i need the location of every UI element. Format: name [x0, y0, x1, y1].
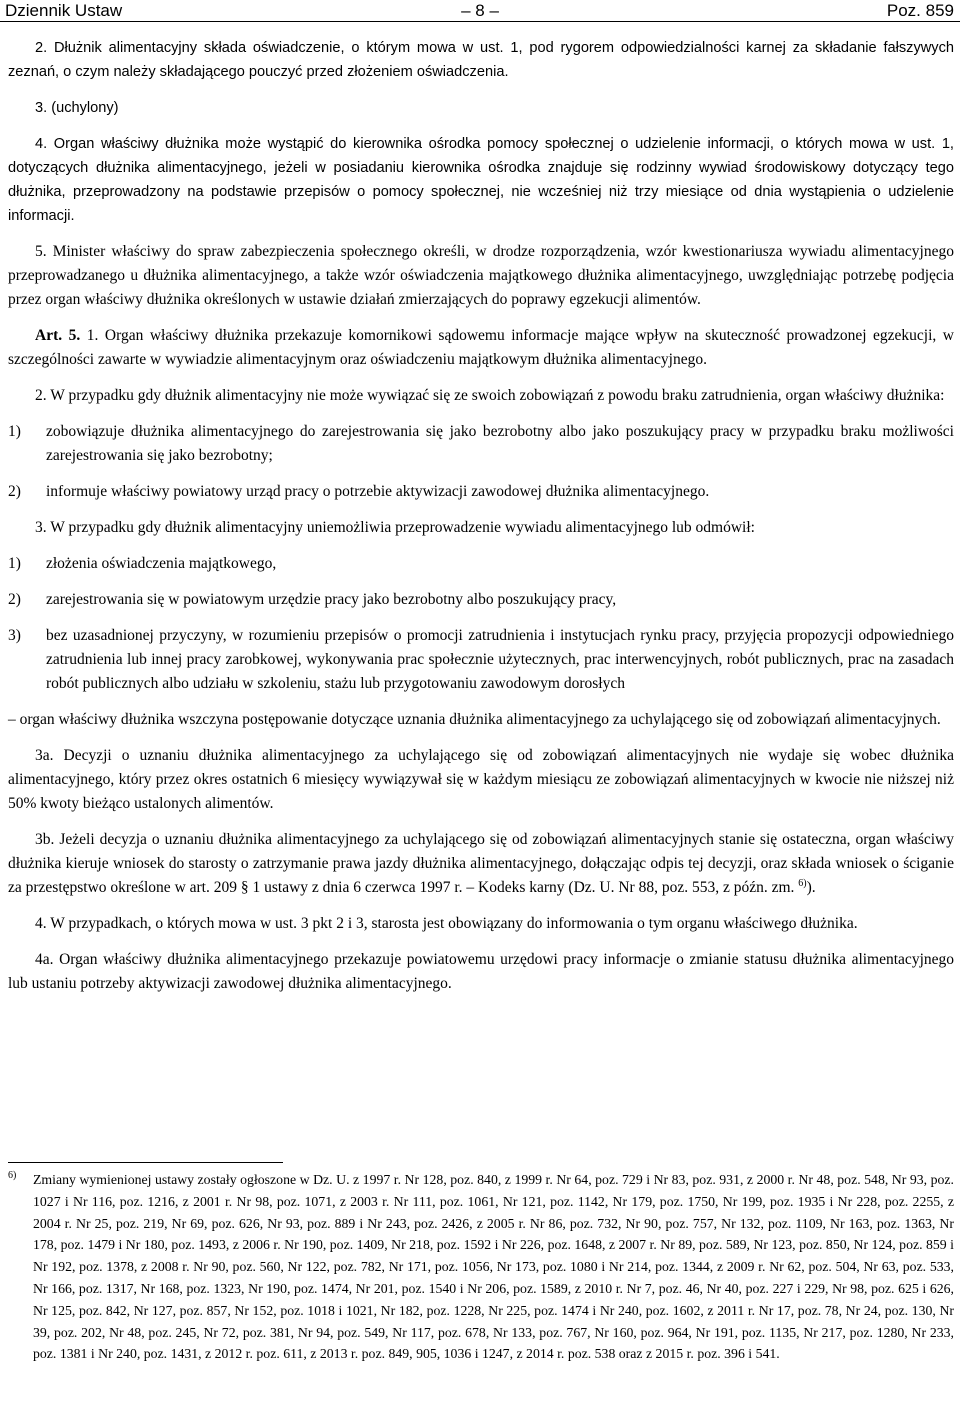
- paragraph-5: 5. Minister właściwy do spraw zabezpieczenia społecznego określi, w drodze rozporządzenia, wzór kwestionariusza wywiadu alimentacyjnego przeprowadzanego u dłużnika alimentacyjnego, a także wzór oświadczenia majątkowego dłużnika alimentacyjnego, uwzględniając potrzebę podjęcia przez organ właściwy dłużnika określonych w ustawie działań zmierzających do poprawy egzekucji alimentów.: [8, 243, 954, 308]
- list-item: 2) zarejestrowania się w powiatowym urzędzie pracy jako bezrobotny albo poszukujący pracy,: [8, 591, 617, 608]
- page-number: – 8 –: [461, 1, 499, 20]
- paragraph-3: 3. (uchylony): [35, 100, 119, 116]
- list-item: 2) informuje właściwy powiatowy urząd pracy o potrzebie aktywizacji zawodowej dłużnika alimentacyjnego.: [8, 483, 710, 500]
- list-item: 1) zobowiązuje dłużnika alimentacyjnego do zarejestrowania się jako bezrobotny albo jako poszukujący pracy w przypadku braku możliwości zarejestrowania się jako bezrobotny;: [8, 423, 954, 464]
- article-5-para-3-tail: – organ właściwy dłużnika wszczyna postępowanie dotyczące uznania dłużnika alimentacyjnego za uchylającego się od zobowiązań alimentacyjnych.: [8, 711, 941, 728]
- paragraph-2: 2. Dłużnik alimentacyjny składa oświadczenie, o którym mowa w ust. 1, pod rygorem odpowiedzialności karnej za składanie fałszywych zeznań, o czym należy składającego pouczyć przed złożeniem oświadczenia.: [8, 40, 954, 80]
- document-body: [8, 36, 954, 1008]
- list-item: 3) bez uzasadnionej przyczyny, w rozumieniu przepisów o promocji zatrudnienia i instytucjach rynku pracy, przyjęcia propozycji odpowiedniego zatrudnienia lub innej pracy zarobkowej, wykonywania prac społecznie użytecznych, prac interwencyjnych, robót publicznych, prac na zasadach robót publicznych albo udziału w szkoleniu, stażu lub przygotowaniu zawodowym dorosłych: [8, 627, 954, 692]
- footnote-separator: [8, 1162, 283, 1163]
- article-5-para-3a: 3a. Decyzji o uznaniu dłużnika alimentacyjnego za uchylającego się od zobowiązań alimentacyjnych nie wydaje się wobec dłużnika alimentacyjnego, który przez okres ostatnich 6 miesięcy wywiązywał się w każdym miesiącu ze zobowiązań alimentacyjnych w kwocie nie niższej niż 50% kwoty bieżąco ustalonych alimentów.: [8, 747, 954, 812]
- article-label: Art. 5.: [35, 327, 81, 344]
- footnote-number: 6): [8, 1170, 17, 1181]
- article-5-para-3b: 3b. Jeżeli decyzja o uznaniu dłużnika alimentacyjnego za uchylającego się od zobowiązań alimentacyjnych stanie się ostateczna, organ właściwy dłużnika kieruje wniosek do starosty o zatrzymanie prawa jazdy dłużnika alimentacyjnego, dołączając odpis tej decyzji, oraz składa wniosek o ściganie za przestępstwo określone w art. 209 § 1 ustawy z dnia 6 czerwca 1997 r. – Kodeks karny (Dz. U. Nr 88, poz. 553, z późn. zm. $^{6)}$).: [8, 831, 954, 896]
- journal-title: Dziennik Ustaw: [5, 1, 123, 20]
- footnote: [8, 1169, 954, 1365]
- article-5-para-3: 3. W przypadku gdy dłużnik alimentacyjny uniemożliwia przeprowadzenie wywiadu alimentacyjnego lub odmówił:: [35, 519, 755, 536]
- footnote-ref[interactable]: 6): [798, 877, 807, 889]
- paragraph-4: 4. Organ właściwy dłużnika może wystąpić do kierownika ośrodka pomocy społecznej o udzielenie informacji, o których mowa w ust. 1, dotyczących dłużnika alimentacyjnego, jeżeli w posiadaniu kierownika ośrodka znajduje się rodzinny wywiad środowiskowy dotyczący tego dłużnika, przeprowadzony na podstawie przepisów o pomocy społecznej, nie wcześniej niż trzy miesiące od dnia wystąpienia o udzielenie informacji.: [8, 136, 954, 224]
- position-number: Poz. 859: [886, 1, 954, 20]
- footnote-text: Zmiany wymienionej ustawy zostały ogłoszone w Dz. U. z 1997 r. Nr 128, poz. 840, z 1999 r. Nr 64, poz. 729 i Nr 83, poz. 931, z 2000 r. Nr 48, poz. 548, Nr 93, poz. 1027 i Nr 116, poz. 1216, z 2001 r. Nr 98, poz. 1071, z 2003 r. Nr 111, poz. 1061, Nr 121, poz. 1142, Nr 179, poz. 1750, Nr 199, poz. 1935 i Nr 228, poz. 2255, z 2004 r. Nr 25, poz. 219, Nr 69, poz. 626, Nr 93, poz. 889 i Nr 243, poz. 2426, z 2005 r. Nr 86, poz. 732, Nr 90, poz. 757, Nr 132, poz. 1109, Nr 163, poz. 1363, Nr 178, poz. 1479 i Nr 180, poz. 1493, z 2006 r. Nr 190, poz. 1409, Nr 218, poz. 1592 i Nr 226, poz. 1648, z 2007 r. Nr 89, poz. 589, Nr 123, poz. 850, Nr 124, poz. 859 i Nr 192, poz. 1378, z 2008 r. Nr 90, poz. 560, Nr 122, poz. 782, Nr 171, poz. 1056, Nr 173, poz. 1080 i Nr 214, poz. 1344, z 2009 r. Nr 62, poz. 504, Nr 63, poz. 533, Nr 166, poz. 1317, Nr 168, poz. 1323, Nr 190, poz. 1474, Nr 201, poz. 1540 i Nr 206, poz. 1589, z 2010 r. Nr 7, poz. 46, Nr 40, poz. 227 i 229, Nr 98, poz. 625 i 626, Nr 125, poz. 842, Nr 127, poz. 857, Nr 152, poz. 1018 i 1021, Nr 182, poz. 1228, Nr 225, poz. 1474 i Nr 240, poz. 1602, z 2011 r. Nr 17, poz. 78, Nr 24, poz. 130, Nr 39, poz. 202, Nr 48, poz. 245, Nr 72, poz. 381, Nr 94, poz. 549, Nr 117, poz. 678, Nr 133, poz. 767, Nr 160, poz. 964, Nr 191, poz. 1135, Nr 217, poz. 1280, Nr 233, poz. 1381 i Nr 240, poz. 1431, z 2012 r. poz. 611, z 2013 r. poz. 849, 905, 1036 i 1247, z 2014 r. poz. 538 oraz z 2015 r. poz. 396 i 541.: [33, 1172, 954, 1362]
- list-item: 1) złożenia oświadczenia majątkowego,: [8, 555, 277, 572]
- article-5-para-2: 2. W przypadku gdy dłużnik alimentacyjny nie może wywiązać się ze swoich zobowiązań z powodu braku zatrudnienia, organ właściwy dłużnika:: [35, 387, 945, 404]
- article-5-para-4a: 4a. Organ właściwy dłużnika alimentacyjnego przekazuje powiatowemu urzędowi pracy informacje o zmianie statusu dłużnika alimentacyjnego lub ustaniu potrzeby aktywizacji zawodowej dłużnika alimentacyjnego.: [8, 951, 954, 992]
- article-5-para-1: Art. 5. 1. Organ właściwy dłużnika przekazuje komornikowi sądowemu informacje mające wpływ na skuteczność prowadzonej egzekucji, w szczególności zawarte w wywiadzie alimentacyjnym oraz oświadczeniu majątkowym dłużnika alimentacyjnego.: [8, 327, 954, 368]
- page-header: [0, 0, 960, 22]
- article-5-para-4: 4. W przypadkach, o których mowa w ust. 3 pkt 2 i 3, starosta jest obowiązany do informowania o tym organu właściwego dłużnika.: [35, 915, 858, 932]
